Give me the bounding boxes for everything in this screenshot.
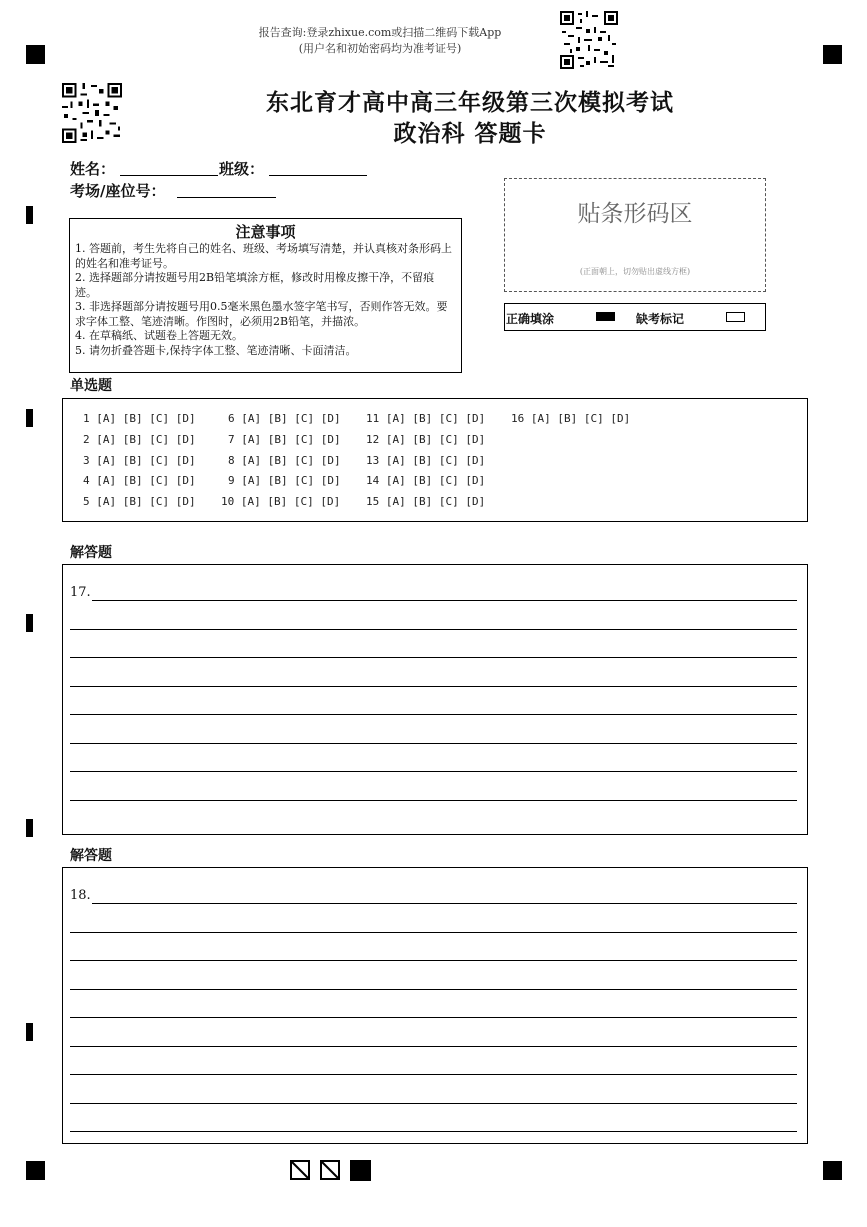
- answer-line: [92, 600, 797, 601]
- exam-title-line1: 东北育才高中高三年级第三次模拟考试: [266, 89, 674, 116]
- exam-title-line2: 政治科 答题卡: [393, 120, 547, 147]
- timing-mark: [26, 409, 33, 427]
- answer-line: [70, 989, 797, 990]
- seat-label: 考场/座位号：: [70, 182, 166, 200]
- answer-line: [70, 1131, 797, 1132]
- answer-line: [70, 771, 797, 772]
- mc-question[interactable]: 14 [A] [B] [C] [D]: [366, 474, 486, 487]
- notes-item: 5. 请勿折叠答题卡,保持字体工整、笔迹清晰、卡面清洁。: [75, 343, 357, 357]
- qr-code-icon: [560, 11, 618, 69]
- mc-question[interactable]: 6 [A] [B] [C] [D]: [228, 412, 341, 425]
- q17-answer-box[interactable]: [62, 564, 808, 835]
- name-label: 姓名：: [70, 160, 116, 178]
- mc-question[interactable]: 10 [A] [B] [C] [D]: [221, 495, 341, 508]
- answer-line: [70, 1103, 797, 1104]
- mc-question[interactable]: 16 [A] [B] [C] [D]: [511, 412, 631, 425]
- notes-item: 2. 选择题部分请按题号用2B铅笔填涂方框，修改时用橡皮擦干净，不留痕迹。: [75, 271, 435, 299]
- mc-question[interactable]: 1 [A] [B] [C] [D]: [83, 412, 196, 425]
- mc-question[interactable]: 4 [A] [B] [C] [D]: [83, 474, 196, 487]
- mc-question[interactable]: 11 [A] [B] [C] [D]: [366, 412, 486, 425]
- query-note-line2: (用户名和初始密码均为准考证号): [298, 42, 462, 55]
- mc-question[interactable]: 2 [A] [B] [C] [D]: [83, 433, 196, 446]
- notes-title: 注意事项: [235, 223, 296, 241]
- corner-mark-bottom-left: [26, 1161, 45, 1180]
- correct-fill-sample: [596, 312, 615, 321]
- q17-section-title: 解答题: [70, 545, 112, 561]
- seat-field[interactable]: [177, 197, 276, 198]
- mc-question[interactable]: 13 [A] [B] [C] [D]: [366, 454, 486, 467]
- exam-title: [200, 84, 740, 148]
- answer-line: [70, 1046, 797, 1047]
- timing-mark: [26, 1023, 33, 1041]
- mc-section-title: 单选题: [70, 378, 112, 394]
- mc-question[interactable]: 3 [A] [B] [C] [D]: [83, 454, 196, 467]
- mc-question[interactable]: 9 [A] [B] [C] [D]: [228, 474, 341, 487]
- timing-mark: [26, 819, 33, 837]
- query-note: [220, 25, 540, 57]
- name-field[interactable]: [120, 175, 218, 176]
- answer-line: [70, 800, 797, 801]
- mc-question[interactable]: 12 [A] [B] [C] [D]: [366, 433, 486, 446]
- mc-question[interactable]: 15 [A] [B] [C] [D]: [366, 495, 486, 508]
- barcode-hint: (正面朝上，切勿贴出虚线方框): [579, 267, 691, 276]
- mc-question[interactable]: 7 [A] [B] [C] [D]: [228, 433, 341, 446]
- q18-section-title: 解答题: [70, 848, 112, 864]
- timing-mark: [26, 206, 33, 224]
- absent-mark-checkbox[interactable]: [726, 312, 745, 322]
- barcode-label: 贴条形码区: [577, 201, 693, 227]
- answer-line: [70, 657, 797, 658]
- notes-item: 1. 答题前，考生先将自己的姓名、班级、考场填写清楚，并认真核对条形码上的姓名和准考证号。: [75, 242, 452, 270]
- qr-code-icon: [62, 83, 122, 143]
- answer-line: [70, 1017, 797, 1018]
- notes-item: 4. 在草稿纸、试题卷上答题无效。: [75, 329, 243, 342]
- query-note-line1: 报告查询:登录zhixue.com或扫描二维码下载App: [258, 26, 502, 39]
- absent-mark-label: 缺考标记: [636, 312, 685, 326]
- answer-line: [92, 903, 797, 904]
- corner-mark-top-right: [823, 45, 842, 64]
- q18-number: 18.: [70, 888, 91, 903]
- corner-mark-top-left: [26, 45, 45, 64]
- class-field[interactable]: [269, 175, 367, 176]
- class-label: 班级：: [219, 160, 265, 178]
- q17-number: 17.: [70, 585, 91, 600]
- answer-line: [70, 629, 797, 630]
- answer-line: [70, 714, 797, 715]
- fill-legend: [504, 303, 766, 331]
- crossed-box-icon: [290, 1160, 310, 1180]
- filled-box-mark: [350, 1160, 371, 1181]
- answer-line: [70, 743, 797, 744]
- crossed-box-icon: [320, 1160, 340, 1180]
- mc-question[interactable]: 5 [A] [B] [C] [D]: [83, 495, 196, 508]
- correct-fill-label: 正确填涂: [506, 312, 555, 326]
- answer-line: [70, 960, 797, 961]
- mc-question[interactable]: 8 [A] [B] [C] [D]: [228, 454, 341, 467]
- answer-line: [70, 932, 797, 933]
- answer-line: [70, 1074, 797, 1075]
- notes-box: [69, 218, 462, 373]
- notes-item: 3. 非选择题部分请按题号用0.5毫米黑色墨水签字笔书写，否则作答无效。要求字体工整、笔迹清晰。作图时，必须用2B铅笔，并描浓。: [75, 300, 448, 328]
- barcode-area: [504, 178, 766, 292]
- timing-mark: [26, 614, 33, 632]
- corner-mark-bottom-right: [823, 1161, 842, 1180]
- answer-line: [70, 686, 797, 687]
